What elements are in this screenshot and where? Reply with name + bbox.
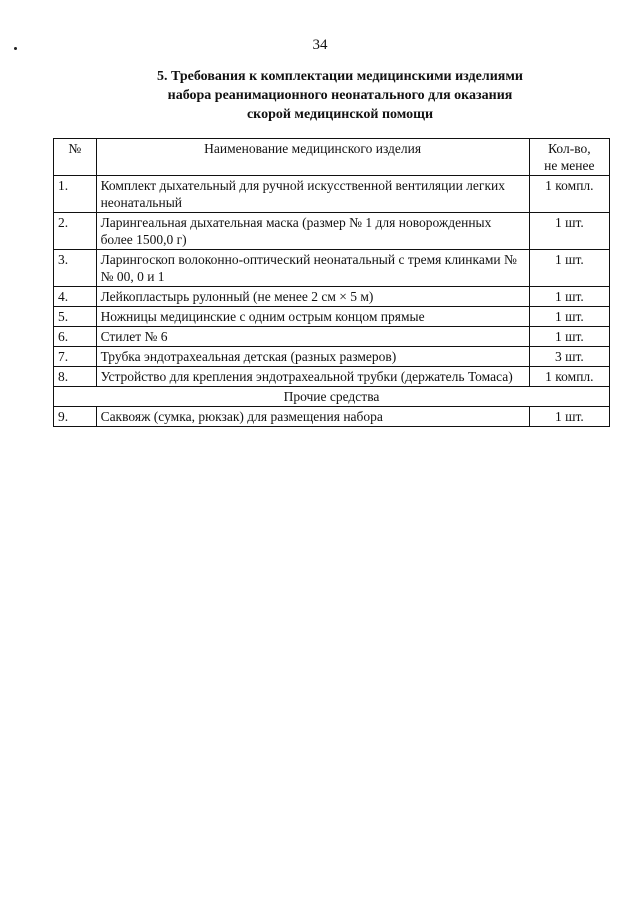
table-row [54,407,610,427]
row-name: Комплект дыхательный для ручной искусственной вентиляции легких неонатальный [96,176,529,213]
row-qty: 1 компл. [529,176,609,213]
row-qty: 1 компл. [529,367,609,387]
row-name: Ларингоскоп волоконно-оптический неонатальный с тремя клинками №№ 00, 0 и 1 [96,250,529,287]
header-qty-line-2: не менее [544,158,595,173]
header-num: № [54,139,97,176]
row-name: Ножницы медицинские с одним острым концом прямые [96,307,529,327]
row-num: 8. [54,367,97,387]
section-title-line-2: набора реанимационного неонатального для оказания [167,88,513,103]
row-qty: 1 шт. [529,213,609,250]
row-name: Ларингеальная дыхательная маска (размер № 1 для новорожденных более 1500,0 г) [96,213,529,250]
header-name: Наименование медицинского изделия [96,139,529,176]
row-qty: 3 шт. [529,347,609,367]
table-row [54,213,610,250]
table-row [54,176,610,213]
row-num: 6. [54,327,97,347]
row-num: 7. [54,347,97,367]
row-num: 2. [54,213,97,250]
row-num: 3. [54,250,97,287]
row-name: Лейкопластырь рулонный (не менее 2 см × 5 м) [96,287,529,307]
section-title-line-3: скорой медицинской помощи [246,107,434,122]
table-row [54,327,610,347]
row-qty: 1 шт. [529,327,609,347]
row-qty: 1 шт. [529,307,609,327]
table-header-row [54,139,610,176]
row-name: Устройство для крепления эндотрахеальной трубки (держатель Томаса) [96,367,529,387]
row-qty: 1 шт. [529,250,609,287]
page-number: 34 [312,37,328,53]
row-num: 5. [54,307,97,327]
section-title-line-1: 5. Требования к комплектации медицинскими изделиями [157,69,523,84]
table-row [54,250,610,287]
row-name: Саквояж (сумка, рюкзак) для размещения набора [96,407,529,427]
table-row [54,367,610,387]
row-name: Трубка эндотрахеальная детская (разных размеров) [96,347,529,367]
header-qty [529,139,609,176]
row-num: 4. [54,287,97,307]
table-row [54,347,610,367]
table-row [54,307,610,327]
header-qty-line-1: Кол-во, [548,141,591,156]
row-num: 9. [54,407,97,427]
row-num: 1. [54,176,97,213]
section-title [60,67,620,124]
section-row [54,387,610,407]
equipment-table [53,138,610,427]
row-qty: 1 шт. [529,287,609,307]
table-row [54,287,610,307]
section-label: Прочие средства [54,387,610,407]
row-qty: 1 шт. [529,407,609,427]
row-name: Стилет № 6 [96,327,529,347]
